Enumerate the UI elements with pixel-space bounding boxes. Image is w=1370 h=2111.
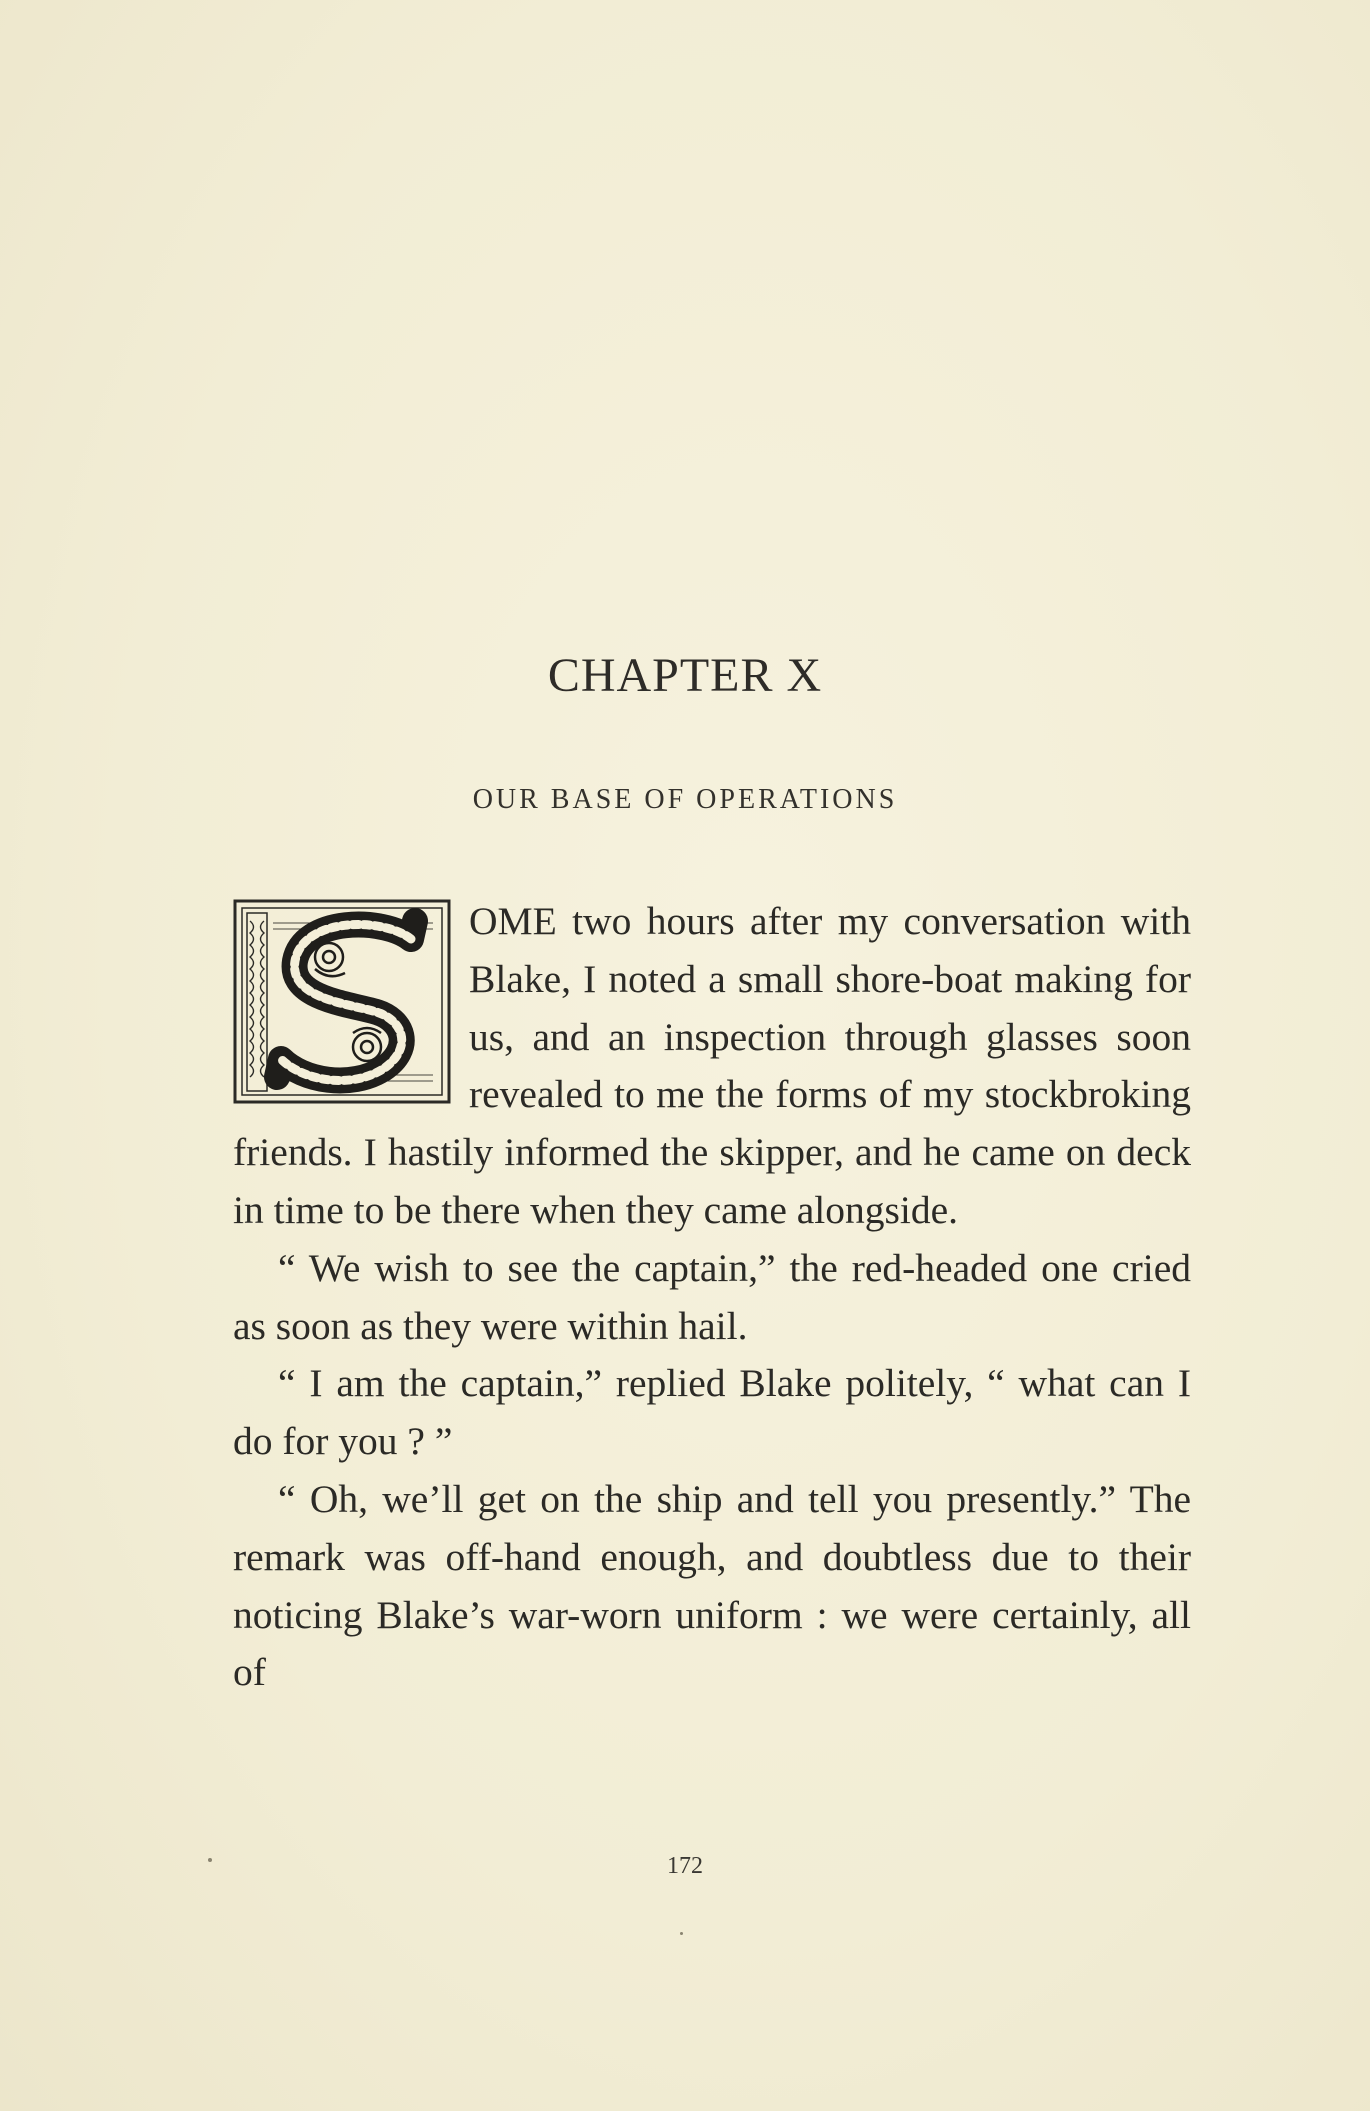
paragraph-2: “ We wish to see the captain,” the red-headed one cried as soon as they were within hail. [233, 1245, 1191, 1348]
paragraph-4: “ Oh, we’ll get on the ship and tell you presently.” The remark was off-hand enough, and doubtless due to their noticing Blake’s war-worn uniform : we were certainly, all of [233, 1476, 1191, 1695]
page-number: 172 [667, 1853, 703, 1879]
paper-speck [680, 1932, 683, 1935]
body-text [233, 893, 1191, 1702]
paragraph-1: OME two hours after my conversation with Blake, I noted a small shore-boat making for us, and an inspection through glasses soon revealed to me the forms of my stockbroking friends. I hastily informed the skipper, and he came on deck in time to be there when they came alongside. [233, 899, 1191, 1232]
ornamental-initial-s [233, 899, 451, 1104]
chapter-subtitle: OUR BASE OF OPERATIONS [472, 784, 898, 815]
chapter-heading: CHAPTER X [547, 649, 823, 702]
paragraph-3: “ I am the captain,” replied Blake politely, “ what can I do for you ? ” [233, 1361, 1191, 1464]
ornamental-initial-graphic [233, 899, 451, 1104]
paper-speck [208, 1858, 212, 1862]
